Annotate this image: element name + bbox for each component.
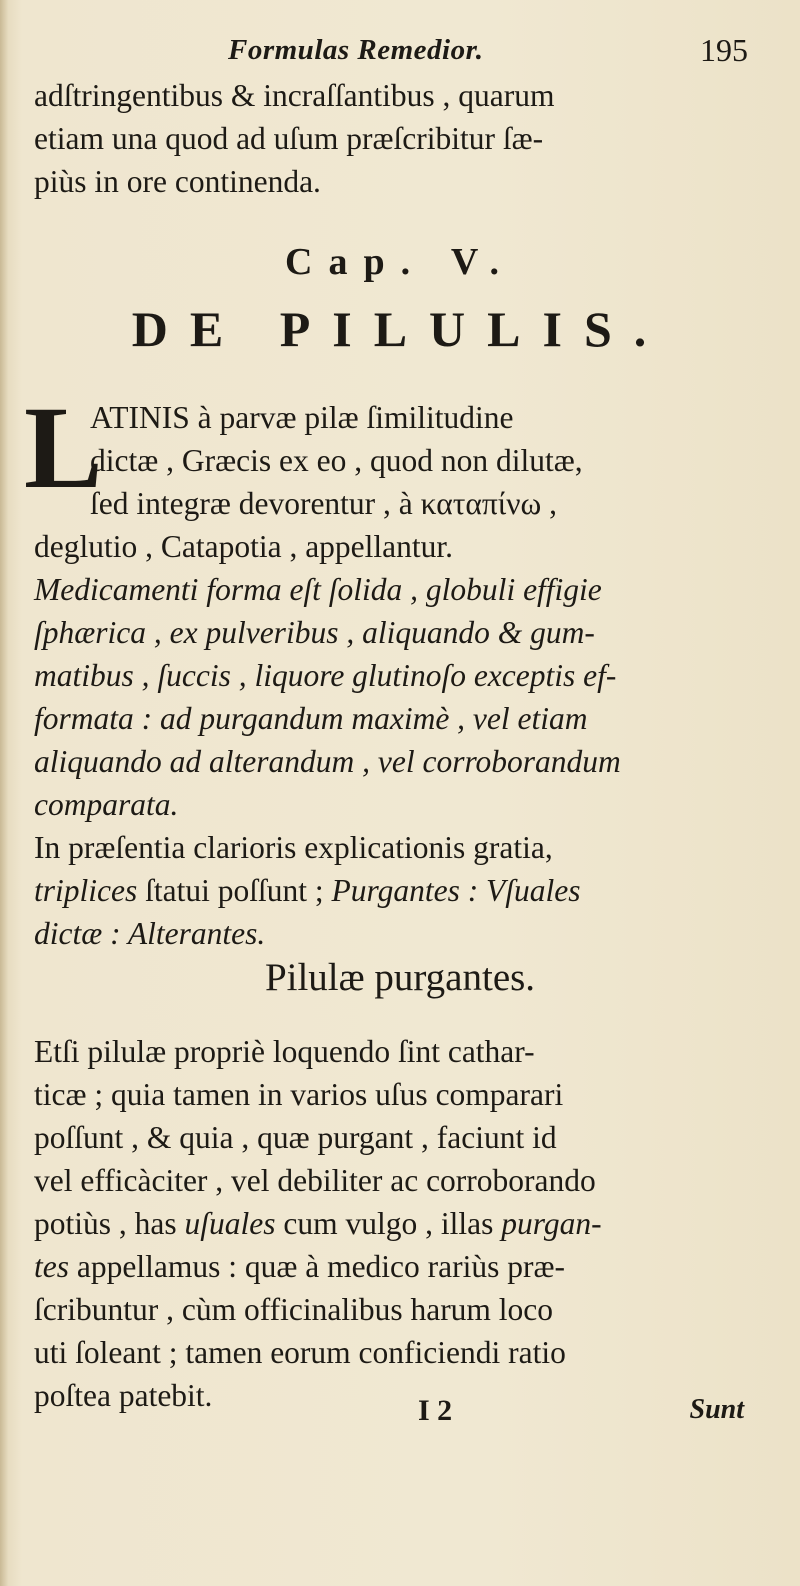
text-line: piùs in ore continenda. xyxy=(34,164,321,199)
text-line: poſſunt , & quia , quæ purgant , faciunt id xyxy=(34,1120,557,1155)
text-line: ſed integræ devorentur , à καταπίνω , xyxy=(90,486,558,521)
italic-definition xyxy=(34,568,746,826)
text-line: ATINIS à parvæ pilæ ſimilitudine xyxy=(90,400,514,435)
text-line: adſtringentibus & incraſſantibus , quarum xyxy=(34,78,555,113)
text-line xyxy=(34,1202,746,1245)
text-line: etiam una quod ad uſum præſcribitur ſæ- xyxy=(34,121,544,156)
chapter-title: DE PILULIS. xyxy=(131,301,669,357)
classification-paragraph xyxy=(34,826,746,955)
text-run: appellamus : quæ à medico rariùs præ- xyxy=(69,1249,566,1284)
text-line: comparata. xyxy=(34,787,179,822)
text-run: cum vulgo , illas xyxy=(275,1206,502,1241)
text-line: dictæ , Græcis ex eo , quod non dilutæ, xyxy=(90,443,583,478)
text-line: matibus , ſuccis , liquore glutinoſo exceptis ef- xyxy=(34,658,617,693)
page-footer xyxy=(0,1394,800,1434)
definition-indented xyxy=(90,396,750,525)
section-heading: Pilulæ purgantes. xyxy=(264,956,536,999)
text-run-italic: triplices xyxy=(34,873,138,908)
text-line: ſphærica , ex pulveribus , aliquando & gum- xyxy=(34,615,595,650)
catchword: Sunt xyxy=(689,1394,744,1425)
chapter-label: Cap. V. xyxy=(285,241,515,283)
text-line: Medicamenti forma eſt ſolida , globuli effigie xyxy=(34,572,602,607)
text-run-italic: purgan- xyxy=(501,1206,602,1241)
drop-cap: L xyxy=(24,382,103,513)
text-line: deglutio , Catapotia , appellantur. xyxy=(34,529,454,564)
page-gutter xyxy=(0,0,8,1586)
signature-mark: I 2 xyxy=(418,1394,453,1427)
text-run: potiùs , has xyxy=(34,1206,185,1241)
purgantes-paragraph xyxy=(34,1030,746,1417)
running-title: Formulas Remedior. xyxy=(228,34,484,66)
text-run-italic: Purgantes : Vſuales xyxy=(331,873,581,908)
text-run-italic: tes xyxy=(34,1249,69,1284)
text-line xyxy=(34,1245,746,1288)
intro-paragraph xyxy=(34,74,746,203)
text-line: formata : ad purgandum maximè , vel etiam xyxy=(34,701,588,736)
definition-tail xyxy=(34,525,746,568)
text-line xyxy=(34,869,746,912)
text-line: poſtea patebit. xyxy=(34,1378,213,1413)
text-line: ſcribuntur , cùm officinalibus harum loco xyxy=(34,1292,554,1327)
text-run-italic: uſuales xyxy=(184,1206,276,1241)
text-line: In præſentia clarioris explicationis gratia, xyxy=(34,830,553,865)
text-line: Etſi pilulæ propriè loquendo ſint cathar- xyxy=(34,1034,535,1069)
text-line: uti ſoleant ; tamen eorum conficiendi ratio xyxy=(34,1335,566,1370)
text-line: aliquando ad alterandum , vel corroborandum xyxy=(34,744,621,779)
running-head xyxy=(0,30,800,74)
text-line: ticæ ; quia tamen in varios uſus comparari xyxy=(34,1077,564,1112)
page-number: 195 xyxy=(700,32,748,68)
text-line: vel efficàciter , vel debiliter ac corroborando xyxy=(34,1163,596,1198)
text-line: dictæ : Alterantes. xyxy=(34,916,266,951)
text-run: ſtatui poſſunt ; xyxy=(137,873,332,908)
